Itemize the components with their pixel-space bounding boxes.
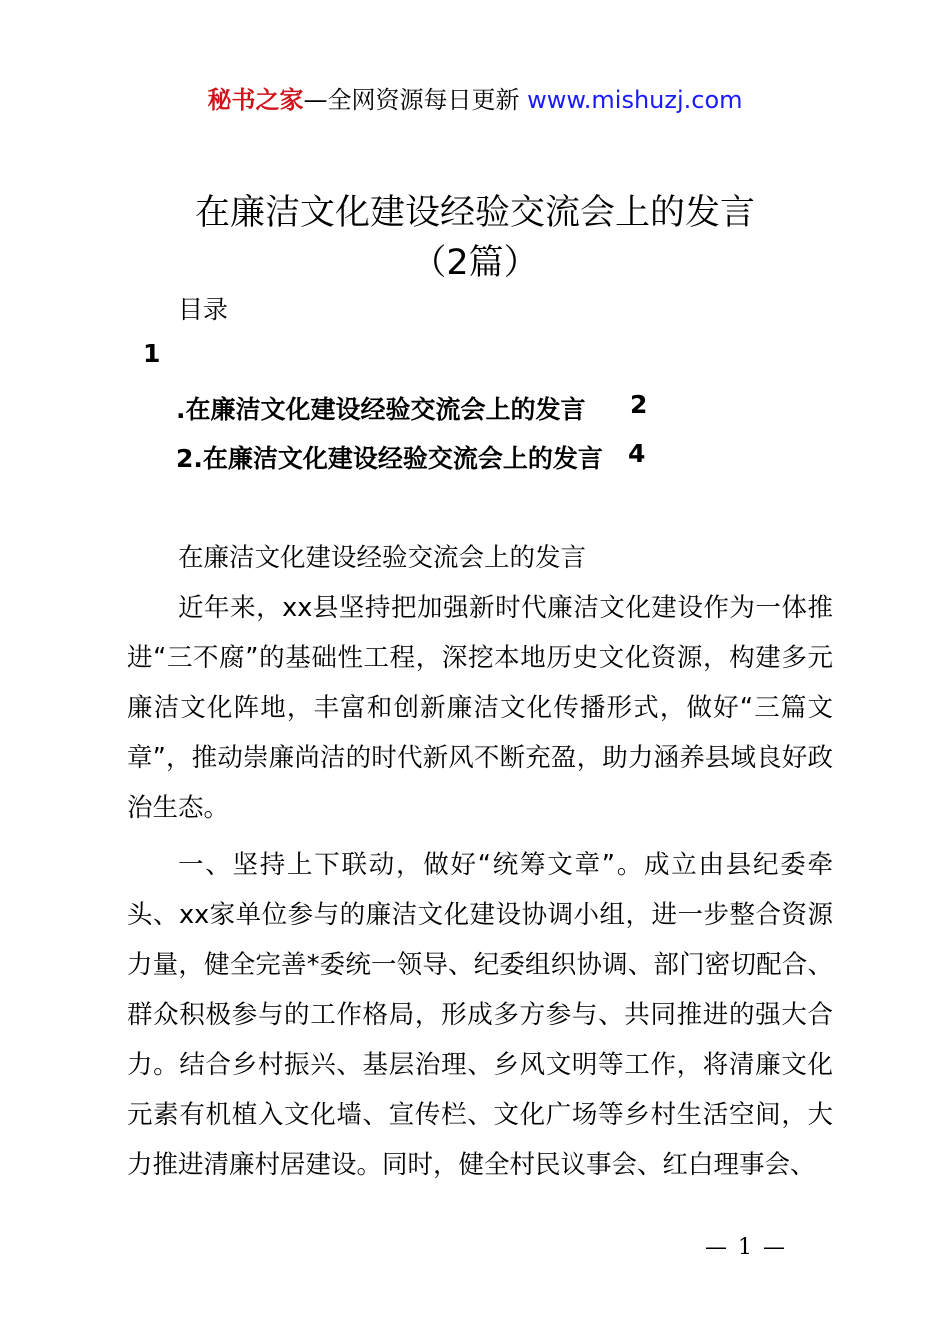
toc-item-page: 2 xyxy=(630,390,648,419)
brand-name: 秘书之家 xyxy=(207,86,304,114)
article-body xyxy=(127,533,833,1190)
article-heading: 在廉洁文化建设经验交流会上的发言 xyxy=(178,543,587,573)
article-paragraph: 一、坚持上下联动，做好“统筹文章”。成立由县纪委牵头、xx家单位参与的廉洁文化建设协调小组，进一步整合资源力量，健全完善*委统一领导、纪委组织协调、部门密切配合、群众积极参与的工作格局，形成多方参与、共同推进的强大合力。结合乡村振兴、基层治理、乡风文明等工作，将清廉文化元素有机植入文化墙、宣传栏、文化广场等乡村生活空间，大力推进清廉村居建设。同时，健全村民议事会、红白理事会、 xyxy=(127,850,833,1180)
toc-item[interactable] xyxy=(176,439,646,475)
page-number: — 1 — xyxy=(705,1235,787,1260)
toc-label: 目录 xyxy=(178,295,229,324)
site-header xyxy=(0,80,950,115)
toc-item-page: 4 xyxy=(628,439,646,468)
site-url-link[interactable]: www.mishuzj.com xyxy=(527,86,743,114)
article-paragraph: 近年来，xx县坚持把加强新时代廉洁文化建设作为一体推进“三不腐”的基础性工程，深挖本地历史文化资源，构建多元廉洁文化阵地，丰富和创新廉洁文化传播形式，做好“三篇文章”，推动崇廉尚洁的时代新风不断充盈，助力涵养县域良好政治生态。 xyxy=(127,593,833,823)
toc-item[interactable] xyxy=(176,390,648,426)
toc-item-text: .在廉洁文化建设经验交流会上的发言 xyxy=(176,395,586,424)
document-title: 在廉洁文化建设经验交流会上的发言 xyxy=(194,193,755,233)
toc-item-text: 2.在廉洁文化建设经验交流会上的发言 xyxy=(176,444,603,473)
toc-number-prefix: 1 xyxy=(143,339,161,368)
document-title-count: （2篇） xyxy=(411,243,539,283)
site-slogan: —全网资源每日更新 xyxy=(303,86,520,114)
